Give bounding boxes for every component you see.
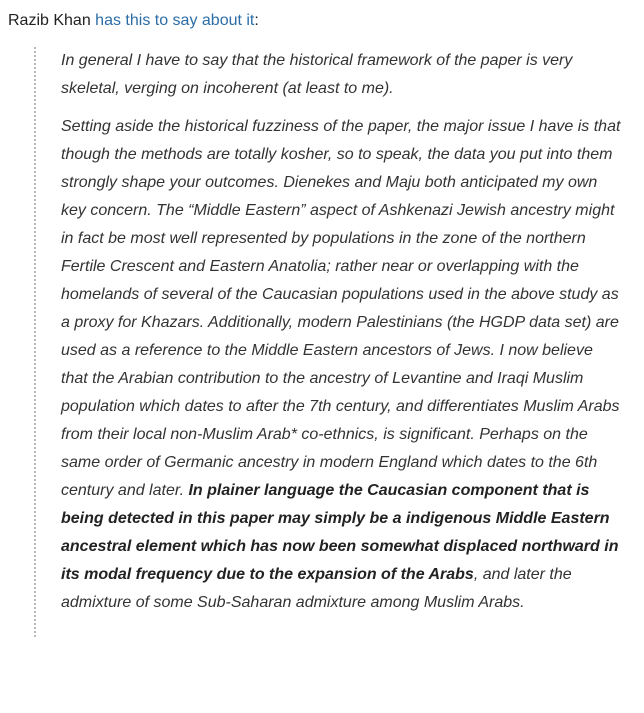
blockquote [34,47,621,617]
quote-paragraph-2-tail: , and later the admixture of some Sub-Saharan admixture among Muslim Arabs. [61,566,572,611]
quote-paragraph-2 [61,113,621,617]
quote-emphasis: In plainer language the Caucasian component that is being detected in this paper may simply be a indigenous Middle Eastern ancestral element which has now been somewhat displaced northward in its modal frequency due to the expansion of the Arabs [61,482,619,583]
author-name: Razib Khan [8,12,91,29]
quote-paragraph-2-text: Setting aside the historical fuzziness of the paper, the major issue I have is that though the methods are totally kosher, so to speak, the data you put into them strongly shape your outcomes. Dienekes and Maju both anticipated my own key concern. The “Middle Eastern” aspect of Ashkenazi Jewish ancestry might in fact be most well represented by populations in the zone of the northern Fertile Crescent and Eastern Anatolia; rather near or overlapping with the homelands of several of the Caucasian populations used in the above study as a proxy for Khazars. Additionally, modern Palestinians (the HGDP data set) are used as a reference to the Middle Eastern ancestors of Jews. I now believe that the Arabian contribution to the ancestry of Levantine and Iraqi Muslim population which dates to after the 7th century, and differentiates Muslim Arabs from their local non-Muslim Arab* co-ethnics, is significant. Perhaps on the same order of Germanic ancestry in modern England which dates to the 6th century and later. [61,118,621,499]
blockquote-border [34,47,36,637]
intro-colon: : [254,12,259,29]
source-link[interactable]: has this to say about it [95,12,255,29]
quote-paragraph-1: In general I have to say that the historical framework of the paper is very skeletal, verging on incoherent (at least to me). [61,52,573,97]
intro-line [8,9,644,33]
